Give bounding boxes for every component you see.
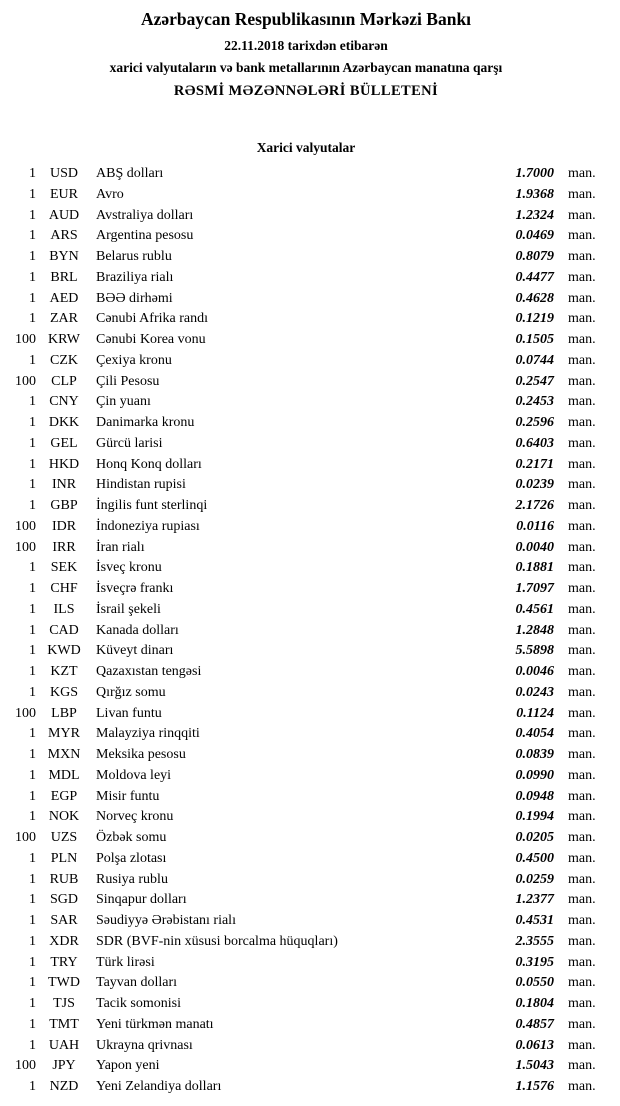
rate-unit: man.	[568, 871, 596, 887]
rate-value: 0.4054	[515, 726, 554, 742]
rate-unit: man.	[568, 249, 596, 264]
rate-value: 1.9368	[515, 186, 554, 202]
rate-name: Rusiya rublu	[96, 871, 168, 887]
rate-unit: man.	[568, 850, 596, 866]
rate-qty: 1	[29, 767, 36, 783]
rate-unit: man.	[568, 684, 596, 700]
rate-value: 1.5043	[515, 1058, 554, 1074]
rate-unit: man.	[568, 809, 596, 825]
rate-value: 1.2324	[515, 207, 554, 223]
rate-code: UZS	[50, 830, 78, 845]
rate-unit: man.	[568, 830, 596, 845]
rate-row	[10, 309, 602, 330]
rate-qty: 1	[29, 933, 36, 949]
rate-unit: man.	[568, 1037, 596, 1053]
rate-unit: man.	[568, 996, 596, 1011]
rate-name: İsveçrə frankı	[96, 581, 174, 596]
rate-name: Qırğız somu	[96, 684, 166, 700]
rate-qty: 1	[29, 186, 36, 202]
rate-unit: man.	[568, 352, 596, 368]
rate-qty: 1	[29, 228, 36, 244]
rate-code: BRL	[50, 269, 78, 285]
rate-name: Çili Pesosu	[96, 373, 160, 389]
rate-name: Tayvan dolları	[96, 975, 178, 991]
rate-name: Meksika pesosu	[96, 747, 186, 762]
rate-code: CZK	[50, 352, 78, 368]
rate-row	[10, 247, 602, 268]
section-title-foreign-currencies: Xarici valyutalar	[256, 140, 356, 155]
rate-name: İngilis funt sterlinqi	[96, 498, 208, 513]
rate-unit: man.	[568, 788, 596, 804]
rate-code: EGP	[50, 788, 78, 804]
rate-value: 2.3555	[515, 933, 554, 949]
rate-qty: 1	[29, 207, 36, 223]
rate-unit: man.	[568, 622, 596, 638]
rate-code: KWD	[47, 643, 81, 659]
rate-unit: man.	[568, 373, 596, 389]
rate-row	[10, 870, 602, 891]
rate-value: 0.1219	[515, 311, 554, 327]
rate-qty: 100	[15, 518, 36, 534]
rate-value: 0.1881	[515, 560, 554, 576]
rate-code: CNY	[49, 394, 79, 410]
rate-value: 0.2453	[515, 394, 554, 410]
rate-qty: 100	[15, 373, 36, 389]
rate-row	[10, 1015, 602, 1036]
rate-code: CAD	[49, 622, 79, 638]
rate-name: Yeni türkmən manatı	[96, 1016, 214, 1032]
rate-qty: 1	[29, 415, 36, 430]
rate-unit: man.	[568, 1079, 596, 1094]
rate-qty: 1	[29, 643, 36, 659]
rate-name: Sinqapur dolları	[96, 892, 187, 908]
rates-table	[10, 164, 602, 1098]
rate-value: 0.1124	[516, 705, 554, 721]
rate-name: İndoneziya rupiası	[96, 518, 200, 534]
rate-unit: man.	[568, 311, 596, 327]
rate-value: 0.4500	[515, 850, 554, 866]
rate-unit: man.	[568, 394, 596, 410]
rate-code: PLN	[50, 850, 78, 866]
rate-row	[10, 953, 602, 974]
rate-unit: man.	[568, 581, 596, 596]
rate-row	[10, 807, 602, 828]
rate-code: TMT	[49, 1016, 79, 1032]
rate-value: 0.4531	[515, 913, 554, 928]
rate-qty: 100	[15, 705, 36, 721]
rate-unit: man.	[568, 435, 596, 451]
rate-value: 0.4628	[515, 290, 554, 306]
rate-name: Avstraliya dolları	[96, 207, 194, 223]
rate-code: INR	[51, 477, 77, 493]
rate-row	[10, 641, 602, 662]
rate-name: Ukrayna qrivnası	[96, 1037, 193, 1053]
rate-name: Danimarka kronu	[96, 415, 195, 430]
rate-qty: 1	[29, 622, 36, 638]
rate-row	[10, 413, 602, 434]
rate-code: GEL	[50, 435, 78, 451]
rate-code: ZAR	[50, 311, 78, 327]
rate-code: ARS	[50, 228, 78, 244]
rate-qty: 1	[29, 747, 36, 762]
rate-value: 0.8079	[515, 249, 554, 264]
rate-unit: man.	[568, 290, 596, 306]
rate-name: İran rialı	[96, 539, 145, 555]
rate-code: MXN	[47, 747, 81, 762]
rate-unit: man.	[568, 269, 596, 285]
rate-unit: man.	[568, 664, 596, 679]
rate-row	[10, 932, 602, 953]
rate-row	[10, 517, 602, 538]
rate-row	[10, 579, 602, 600]
rate-row	[10, 226, 602, 247]
rate-name: SDR (BVF-nin xüsusi borcalma hüquqları)	[96, 933, 338, 949]
rate-row	[10, 849, 602, 870]
rate-qty: 1	[29, 601, 36, 617]
rate-name: ABŞ dolları	[96, 166, 164, 181]
rate-row	[10, 206, 602, 227]
rate-qty: 1	[29, 477, 36, 493]
rate-code: BYN	[49, 249, 79, 264]
rate-code: GBP	[50, 498, 78, 513]
rate-row	[10, 787, 602, 808]
rate-name: Cənubi Korea vonu	[96, 332, 206, 347]
rate-code: MDL	[48, 767, 80, 783]
rate-code: AUD	[48, 207, 80, 223]
rate-code: IRR	[52, 539, 76, 555]
rate-unit: man.	[568, 415, 596, 430]
rate-unit: man.	[568, 498, 596, 513]
rate-value: 5.5898	[515, 643, 554, 659]
rate-row	[10, 1036, 602, 1057]
rate-row	[10, 600, 602, 621]
rate-value: 2.1726	[515, 498, 554, 513]
rate-unit: man.	[568, 892, 596, 908]
rate-unit: man.	[568, 1058, 596, 1074]
rate-name: Hindistan rupisi	[96, 477, 186, 493]
rate-name: BƏƏ dirhəmi	[96, 290, 173, 306]
rate-value: 0.2596	[515, 415, 554, 430]
rate-code: NOK	[48, 809, 80, 825]
rate-value: 0.0239	[515, 477, 554, 493]
rate-value: 0.0469	[515, 228, 554, 244]
rate-value: 0.0948	[515, 788, 554, 804]
rate-row	[10, 704, 602, 725]
rate-code: AED	[49, 290, 79, 306]
rate-qty: 1	[29, 954, 36, 970]
rate-qty: 1	[29, 269, 36, 285]
rate-name: Livan funtu	[96, 705, 162, 721]
rate-code: TJS	[53, 996, 75, 1011]
rate-code: DKK	[48, 415, 80, 430]
rate-code: MYR	[48, 726, 80, 742]
document-header	[10, 9, 602, 100]
rate-name: Braziliya rialı	[96, 269, 174, 285]
rate-row	[10, 455, 602, 476]
rate-row	[10, 496, 602, 517]
rate-value: 0.1994	[515, 809, 554, 825]
rate-unit: man.	[568, 954, 596, 970]
rate-code: KGS	[49, 684, 78, 700]
rate-code: XDR	[49, 933, 79, 949]
rate-qty: 1	[29, 560, 36, 576]
rate-row	[10, 662, 602, 683]
rate-qty: 1	[29, 871, 36, 887]
rate-value: 1.7097	[515, 581, 554, 596]
rate-unit: man.	[568, 166, 596, 181]
rate-row	[10, 558, 602, 579]
rate-value: 1.2377	[515, 892, 554, 908]
rate-qty: 1	[29, 456, 36, 472]
rate-value: 0.0550	[515, 975, 554, 991]
rate-value: 0.0046	[515, 664, 554, 679]
rate-code: SGD	[49, 892, 78, 908]
rate-value: 1.2848	[515, 622, 554, 638]
rate-unit: man.	[568, 913, 596, 928]
rate-qty: 1	[29, 726, 36, 742]
rate-code: NZD	[49, 1079, 79, 1094]
rate-unit: man.	[568, 1016, 596, 1032]
rate-row	[10, 434, 602, 455]
rate-qty: 1	[29, 809, 36, 825]
rate-qty: 1	[29, 498, 36, 513]
rate-qty: 1	[29, 850, 36, 866]
rate-code: SEK	[50, 560, 78, 576]
rate-unit: man.	[568, 207, 596, 223]
rate-row	[10, 890, 602, 911]
rate-qty: 1	[29, 1037, 36, 1053]
rate-row	[10, 330, 602, 351]
rate-row	[10, 268, 602, 289]
rate-name: Yeni Zelandiya dolları	[96, 1079, 222, 1094]
rate-value: 0.4857	[515, 1016, 554, 1032]
rate-row	[10, 994, 602, 1015]
rate-row	[10, 164, 602, 185]
rate-name: Moldova leyi	[96, 767, 172, 783]
rate-qty: 100	[15, 830, 36, 845]
rate-unit: man.	[568, 705, 596, 721]
rate-qty: 100	[15, 332, 36, 347]
bulletin-title: RƏSMİ MƏZƏNNƏLƏRİ BÜLLETENİ	[173, 83, 439, 99]
rate-value: 0.0259	[515, 871, 554, 887]
rate-value: 0.0613	[515, 1037, 554, 1053]
rate-value: 0.0040	[515, 539, 554, 555]
rate-name: Yapon yeni	[96, 1058, 160, 1074]
rate-value: 0.2547	[515, 373, 554, 389]
rate-code: ILS	[53, 601, 75, 617]
rate-qty: 1	[29, 1016, 36, 1032]
rate-row	[10, 1056, 602, 1077]
rate-qty: 1	[29, 290, 36, 306]
rate-unit: man.	[568, 643, 596, 659]
rate-name: Qazaxıstan tengəsi	[96, 664, 202, 679]
rate-value: 0.0990	[515, 767, 554, 783]
rate-value: 0.0243	[515, 684, 554, 700]
rate-qty: 1	[29, 166, 36, 181]
rate-qty: 1	[29, 913, 36, 928]
rate-row	[10, 766, 602, 787]
rate-value: 0.1804	[515, 996, 554, 1011]
rate-unit: man.	[568, 539, 596, 555]
rate-qty: 1	[29, 1079, 36, 1094]
rate-unit: man.	[568, 726, 596, 742]
rate-row	[10, 372, 602, 393]
rate-code: IDR	[51, 518, 77, 534]
rate-name: İsrail şekeli	[96, 601, 161, 617]
rate-row	[10, 289, 602, 310]
rate-row	[10, 621, 602, 642]
bank-title: Azərbaycan Respublikasının Mərkəzi Bankı	[140, 9, 472, 29]
rate-name: Malayziya rinqqiti	[96, 726, 200, 742]
rate-name: Argentina pesosu	[96, 228, 194, 244]
rate-code: RUB	[49, 871, 79, 887]
rate-qty: 1	[29, 892, 36, 908]
rate-qty: 1	[29, 581, 36, 596]
rate-qty: 1	[29, 664, 36, 679]
rate-qty: 100	[15, 1058, 36, 1074]
rate-qty: 1	[29, 249, 36, 264]
rate-code: HKD	[48, 456, 80, 472]
rate-code: TWD	[48, 975, 80, 991]
rate-unit: man.	[568, 933, 596, 949]
rate-qty: 1	[29, 435, 36, 451]
rate-name: Çexiya kronu	[96, 352, 172, 368]
rate-qty: 1	[29, 352, 36, 368]
rate-name: Çin yuanı	[96, 394, 151, 410]
rate-value: 0.0744	[515, 352, 554, 368]
rate-name: Kanada dolları	[96, 622, 179, 638]
rate-qty: 1	[29, 684, 36, 700]
rate-qty: 1	[29, 975, 36, 991]
rate-value: 1.1576	[515, 1079, 554, 1094]
rate-value: 0.4561	[515, 601, 554, 617]
rate-unit: man.	[568, 560, 596, 576]
rate-name: Səudiyyə Ərəbistanı rialı	[96, 913, 236, 928]
rate-row	[10, 724, 602, 745]
rate-code: USD	[49, 166, 78, 181]
rate-unit: man.	[568, 186, 596, 202]
rate-name: Norveç kronu	[96, 809, 174, 825]
rate-qty: 1	[29, 996, 36, 1011]
rate-row	[10, 683, 602, 704]
rate-name: Misir funtu	[96, 788, 160, 804]
rate-code: LBP	[51, 705, 77, 721]
rate-value: 0.3195	[515, 954, 554, 970]
rate-row	[10, 351, 602, 372]
rate-name: Küveyt dinarı	[96, 643, 174, 659]
rate-unit: man.	[568, 747, 596, 762]
rate-unit: man.	[568, 601, 596, 617]
rate-name: Cənubi Afrika randı	[96, 311, 208, 327]
rate-name: Özbək somu	[96, 830, 167, 845]
rate-name: İsveç kronu	[96, 560, 162, 576]
rate-unit: man.	[568, 975, 596, 991]
rate-unit: man.	[568, 477, 596, 493]
rate-qty: 1	[29, 788, 36, 804]
rate-unit: man.	[568, 456, 596, 472]
rate-unit: man.	[568, 228, 596, 244]
rate-code: JPY	[52, 1058, 76, 1074]
rate-row	[10, 1077, 602, 1098]
rate-row	[10, 475, 602, 496]
rate-row	[10, 828, 602, 849]
rate-code: SAR	[50, 913, 78, 928]
rate-row	[10, 911, 602, 932]
rate-name: Honq Konq dolları	[96, 456, 202, 472]
rate-name: Belarus rublu	[96, 249, 172, 264]
rate-code: UAH	[48, 1037, 80, 1053]
rate-value: 1.7000	[515, 166, 554, 181]
rate-row	[10, 185, 602, 206]
rate-name: Avro	[96, 186, 124, 202]
rate-code: KRW	[48, 332, 80, 347]
rate-value: 0.0205	[515, 830, 554, 845]
rate-value: 0.4477	[515, 269, 554, 285]
rate-row	[10, 538, 602, 559]
rate-code: KZT	[50, 664, 78, 679]
rate-code: CLP	[51, 373, 77, 389]
rate-name: Gürcü larisi	[96, 435, 163, 451]
rate-unit: man.	[568, 518, 596, 534]
effective-date: 22.11.2018 tarixdən etibarən	[224, 38, 388, 53]
rate-code: EUR	[50, 186, 78, 202]
document-subtitle: xarici valyutaların və bank metallarının Azərbaycan manatına qarşı	[109, 60, 503, 75]
rate-qty: 1	[29, 311, 36, 327]
rate-row	[10, 392, 602, 413]
rate-name: Polşa zlotası	[96, 850, 167, 866]
rate-name: Türk lirəsi	[96, 954, 155, 970]
rate-row	[10, 745, 602, 766]
rate-code: CHF	[50, 581, 78, 596]
rate-qty: 1	[29, 394, 36, 410]
rate-unit: man.	[568, 332, 596, 347]
rate-row	[10, 973, 602, 994]
rate-code: TRY	[50, 954, 78, 970]
rate-value: 0.0116	[516, 518, 554, 534]
rate-value: 0.2171	[515, 456, 554, 472]
rate-unit: man.	[568, 767, 596, 783]
rate-name: Tacik somonisi	[96, 996, 181, 1011]
rate-value: 0.6403	[515, 435, 554, 451]
rate-value: 0.0839	[515, 747, 554, 762]
rate-value: 0.1505	[515, 332, 554, 347]
rate-qty: 100	[15, 539, 36, 555]
